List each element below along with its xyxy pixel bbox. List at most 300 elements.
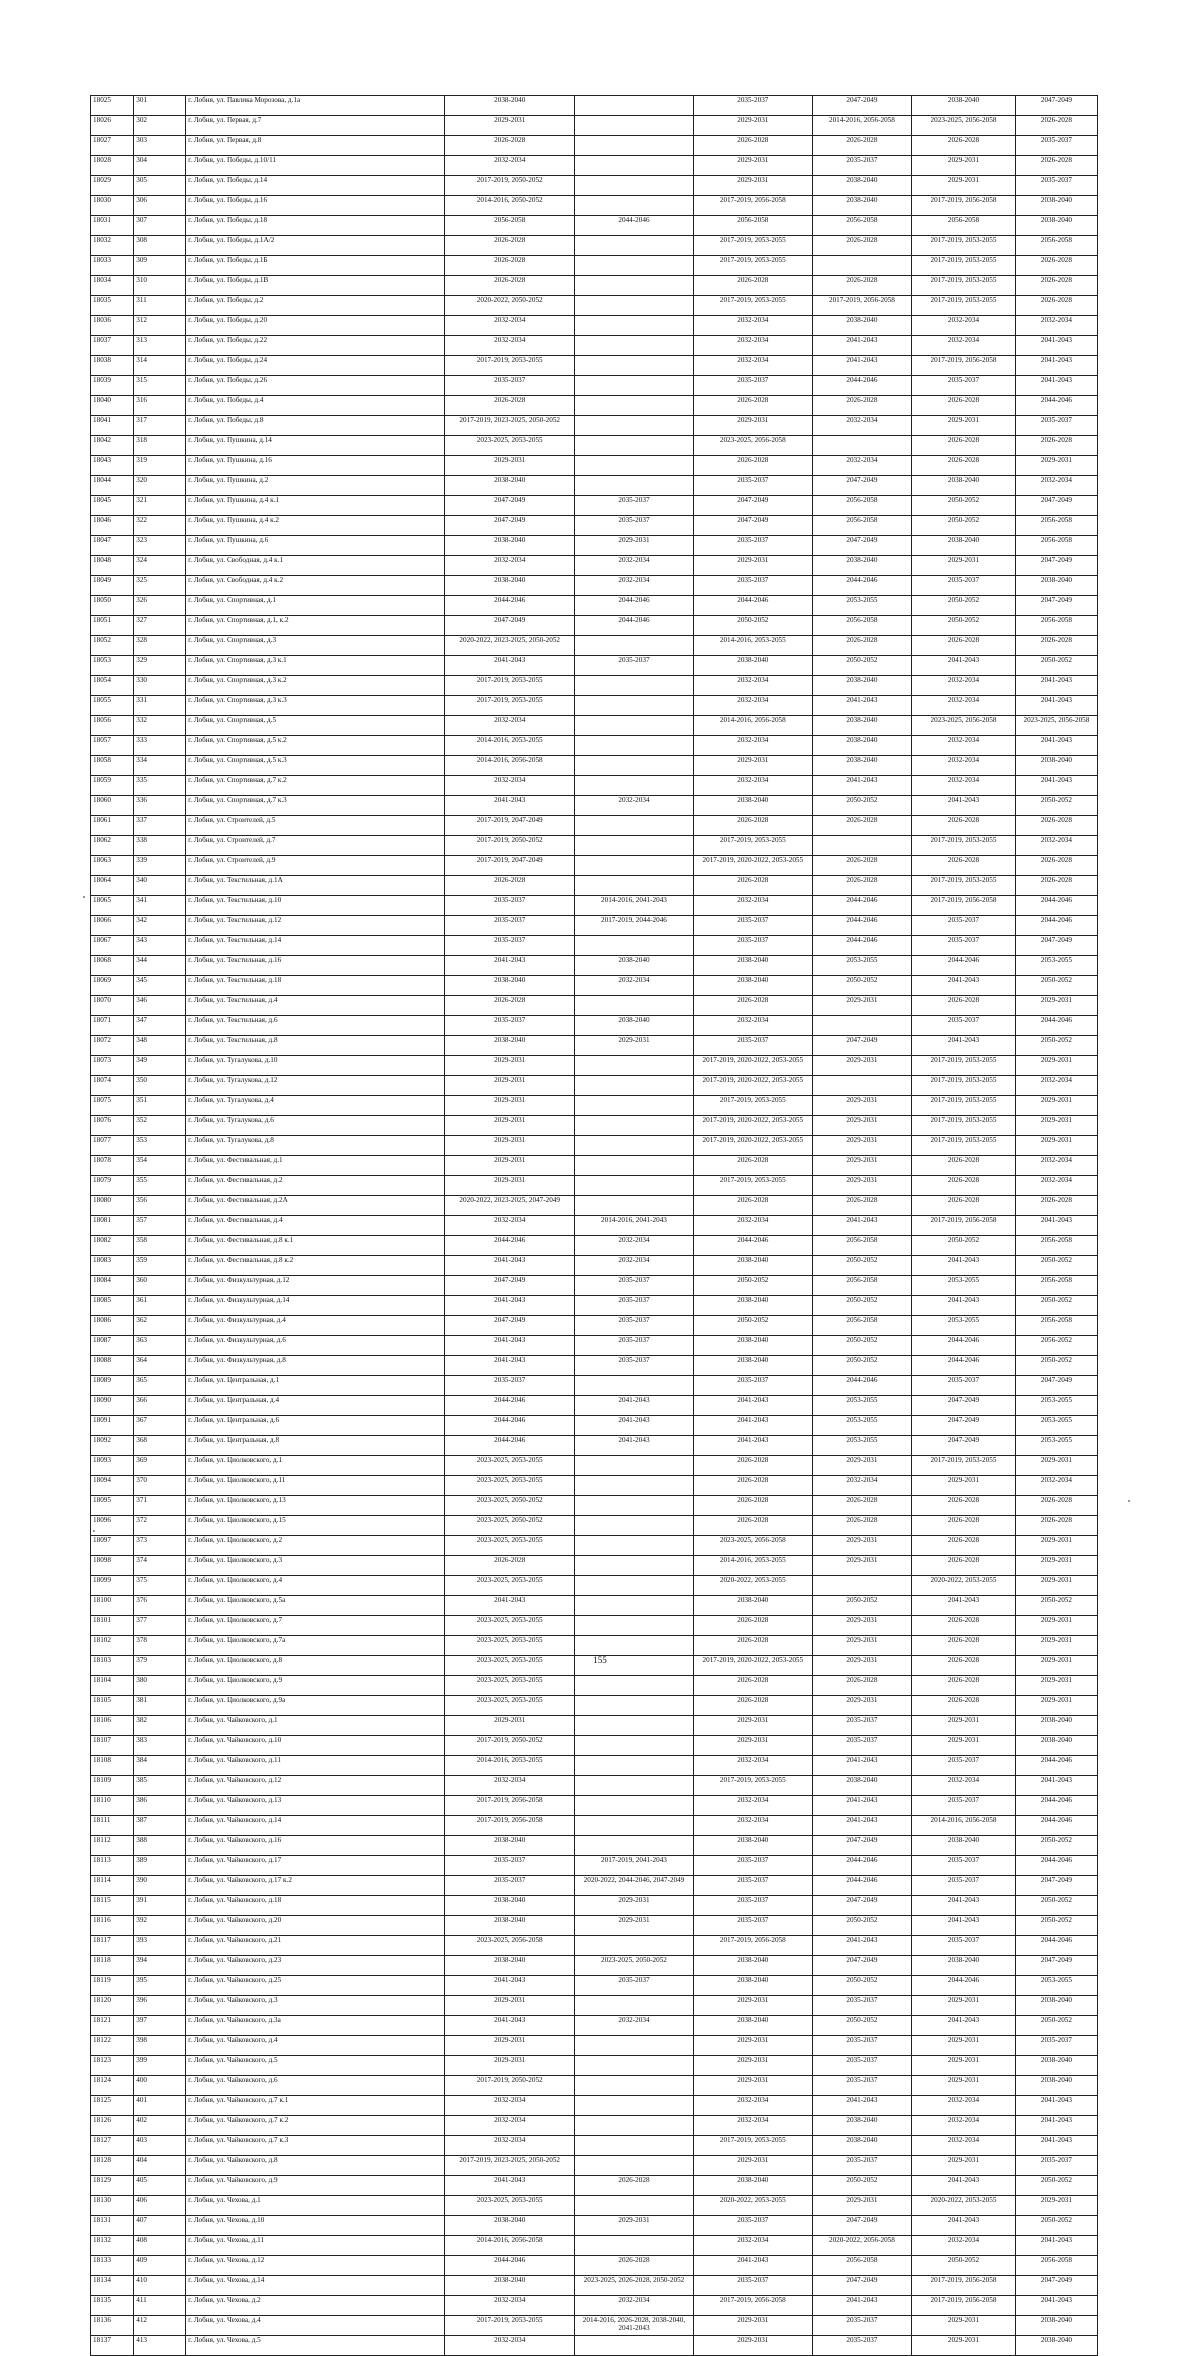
period-cell-a: 2044-2046 bbox=[445, 1416, 575, 1436]
period-cell-e: 2017-2019, 2053-2055 bbox=[912, 1096, 1016, 1116]
period-cell-a: 2041-2043 bbox=[445, 956, 575, 976]
period-cell-d bbox=[812, 256, 911, 276]
period-cell-b bbox=[575, 1536, 694, 1556]
period-cell-f: 2029-2031 bbox=[1015, 1676, 1097, 1696]
period-cell-b bbox=[575, 756, 694, 776]
period-cell-a: 2038-2040 bbox=[445, 976, 575, 996]
period-cell-c: 2038-2040 bbox=[693, 1836, 812, 1856]
period-cell-a: 2026-2028 bbox=[445, 996, 575, 1016]
item-no-cell: 344 bbox=[134, 956, 186, 976]
record-id-cell: 18041 bbox=[91, 416, 134, 436]
period-cell-e: 2026-2028 bbox=[912, 1656, 1016, 1676]
period-cell-c: 2026-2028 bbox=[693, 276, 812, 296]
period-cell-f: 2050-2052 bbox=[1015, 1256, 1097, 1276]
period-cell-e: 2017-2019, 2056-2058 bbox=[912, 196, 1016, 216]
period-cell-b: 2035-2037 bbox=[575, 1356, 694, 1376]
table-row bbox=[91, 1996, 1098, 2016]
period-cell-d: 2044-2046 bbox=[812, 1856, 911, 1876]
period-cell-a: 2029-2031 bbox=[445, 1056, 575, 1076]
period-cell-b bbox=[575, 1576, 694, 1596]
address-cell: г. Лобня, ул. Циолковского, д.4 bbox=[186, 1576, 445, 1596]
item-no-cell: 399 bbox=[134, 2056, 186, 2076]
period-cell-c: 2029-2031 bbox=[693, 2036, 812, 2056]
address-cell: г. Лобня, ул. Чайковского, д.3 bbox=[186, 1996, 445, 2016]
period-cell-e: 2032-2034 bbox=[912, 336, 1016, 356]
item-no-cell: 405 bbox=[134, 2176, 186, 2196]
period-cell-c: 2032-2034 bbox=[693, 2116, 812, 2136]
address-cell: г. Лобня, ул. Циолковского, д.7а bbox=[186, 1636, 445, 1656]
table-row bbox=[91, 216, 1098, 236]
address-cell: г. Лобня, ул. Тугалукова, д.12 bbox=[186, 1076, 445, 1096]
period-cell-c: 2035-2037 bbox=[693, 2276, 812, 2296]
period-cell-d: 2038-2040 bbox=[812, 716, 911, 736]
period-cell-b: 2035-2037 bbox=[575, 656, 694, 676]
address-cell: г. Лобня, ул. Центральная, д.8 bbox=[186, 1436, 445, 1456]
item-no-cell: 364 bbox=[134, 1356, 186, 1376]
table-row bbox=[91, 616, 1098, 636]
period-cell-f: 2026-2028 bbox=[1015, 276, 1097, 296]
period-cell-c: 2032-2034 bbox=[693, 1016, 812, 1036]
item-no-cell: 403 bbox=[134, 2136, 186, 2156]
table-row bbox=[91, 1956, 1098, 1976]
record-id-cell: 18030 bbox=[91, 196, 134, 216]
period-cell-c: 2038-2040 bbox=[693, 1336, 812, 1356]
period-cell-a: 2032-2034 bbox=[445, 2116, 575, 2136]
address-cell: г. Лобня, ул. Тугалукова, д.8 bbox=[186, 1136, 445, 1156]
period-cell-d: 2026-2028 bbox=[812, 876, 911, 896]
period-cell-b bbox=[575, 1936, 694, 1956]
period-cell-b bbox=[575, 836, 694, 856]
table-row bbox=[91, 1156, 1098, 1176]
record-id-cell: 18122 bbox=[91, 2036, 134, 2056]
period-cell-e: 2047-2049 bbox=[912, 1416, 1016, 1436]
record-id-cell: 18040 bbox=[91, 396, 134, 416]
address-cell: г. Лобня, ул. Циолковского, д.9 bbox=[186, 1676, 445, 1696]
address-cell: г. Лобня, ул. Чайковского, д.6 bbox=[186, 2076, 445, 2096]
period-cell-b bbox=[575, 1776, 694, 1796]
record-id-cell: 18054 bbox=[91, 676, 134, 696]
period-cell-f: 2029-2031 bbox=[1015, 1616, 1097, 1636]
period-cell-d: 2056-2058 bbox=[812, 216, 911, 236]
record-id-cell: 18059 bbox=[91, 776, 134, 796]
period-cell-a: 2014-2016, 2056-2058 bbox=[445, 2236, 575, 2256]
record-id-cell: 18034 bbox=[91, 276, 134, 296]
period-cell-a: 2026-2028 bbox=[445, 1556, 575, 1576]
period-cell-e: 2026-2028 bbox=[912, 436, 1016, 456]
period-cell-a: 2035-2037 bbox=[445, 936, 575, 956]
address-cell: г. Лобня, ул. Чайковского, д.25 bbox=[186, 1976, 445, 1996]
period-cell-b bbox=[575, 636, 694, 656]
item-no-cell: 398 bbox=[134, 2036, 186, 2056]
period-cell-c: 2029-2031 bbox=[693, 416, 812, 436]
period-cell-b: 2032-2034 bbox=[575, 1256, 694, 1276]
table-row bbox=[91, 1536, 1098, 1556]
table-row bbox=[91, 476, 1098, 496]
address-cell: г. Лобня, ул. Циолковского, д.1 bbox=[186, 1456, 445, 1476]
period-cell-a: 2029-2031 bbox=[445, 2056, 575, 2076]
period-cell-e: 2035-2037 bbox=[912, 916, 1016, 936]
period-cell-b: 2032-2034 bbox=[575, 556, 694, 576]
page-number: 155 bbox=[593, 1655, 607, 1665]
period-cell-a: 2032-2034 bbox=[445, 776, 575, 796]
period-cell-b bbox=[575, 696, 694, 716]
period-cell-b: 2020-2022, 2044-2046, 2047-2049 bbox=[575, 1876, 694, 1896]
period-cell-a: 2023-2025, 2053-2055 bbox=[445, 1696, 575, 1716]
period-cell-f: 2041-2043 bbox=[1015, 1216, 1097, 1236]
address-cell: г. Лобня, ул. Пушкина, д.2 bbox=[186, 476, 445, 496]
item-no-cell: 313 bbox=[134, 336, 186, 356]
record-id-cell: 18032 bbox=[91, 236, 134, 256]
period-cell-d: 2041-2043 bbox=[812, 1756, 911, 1776]
table-row bbox=[91, 1076, 1098, 1096]
address-cell: г. Лобня, ул. Чехова, д.1 bbox=[186, 2196, 445, 2216]
period-cell-b: 2032-2034 bbox=[575, 1236, 694, 1256]
scan-speck bbox=[93, 1530, 95, 1532]
address-cell: г. Лобня, ул. Чехова, д.14 bbox=[186, 2276, 445, 2296]
period-cell-a: 2017-2019, 2050-2052 bbox=[445, 836, 575, 856]
period-cell-a: 2017-2019, 2053-2055 bbox=[445, 676, 575, 696]
period-cell-f: 2056-2058 bbox=[1015, 1236, 1097, 1256]
period-cell-e: 2026-2028 bbox=[912, 1516, 1016, 1536]
period-cell-b: 2041-2043 bbox=[575, 1416, 694, 1436]
period-cell-f: 2029-2031 bbox=[1015, 1696, 1097, 1716]
item-no-cell: 409 bbox=[134, 2256, 186, 2276]
period-cell-d: 2035-2037 bbox=[812, 2056, 911, 2076]
period-cell-c: 2050-2052 bbox=[693, 616, 812, 636]
period-cell-b bbox=[575, 1096, 694, 1116]
item-no-cell: 348 bbox=[134, 1036, 186, 1056]
table-row bbox=[91, 756, 1098, 776]
address-cell: г. Лобня, ул. Чехова, д.11 bbox=[186, 2236, 445, 2256]
period-cell-c: 2026-2028 bbox=[693, 876, 812, 896]
item-no-cell: 337 bbox=[134, 816, 186, 836]
period-cell-a: 2056-2058 bbox=[445, 216, 575, 236]
period-cell-c: 2032-2034 bbox=[693, 356, 812, 376]
record-id-cell: 18039 bbox=[91, 376, 134, 396]
period-cell-a: 2032-2034 bbox=[445, 336, 575, 356]
item-no-cell: 388 bbox=[134, 1836, 186, 1856]
period-cell-e: 2026-2028 bbox=[912, 456, 1016, 476]
address-cell: г. Лобня, ул. Спортивная, д.7 к.3 bbox=[186, 796, 445, 816]
address-cell: г. Лобня, ул. Физкультурная, д.14 bbox=[186, 1296, 445, 1316]
period-cell-f: 2050-2052 bbox=[1015, 1036, 1097, 1056]
period-cell-b bbox=[575, 1756, 694, 1776]
item-no-cell: 389 bbox=[134, 1856, 186, 1876]
period-cell-c: 2050-2052 bbox=[693, 1276, 812, 1296]
period-cell-e: 2026-2028 bbox=[912, 856, 1016, 876]
period-cell-a: 2020-2022, 2023-2025, 2050-2052 bbox=[445, 636, 575, 656]
record-id-cell: 18118 bbox=[91, 1956, 134, 1976]
address-cell: г. Лобня, ул. Физкультурная, д.8 bbox=[186, 1356, 445, 1376]
period-cell-e: 2026-2028 bbox=[912, 1696, 1016, 1716]
period-cell-a: 2041-2043 bbox=[445, 656, 575, 676]
period-cell-e: 2041-2043 bbox=[912, 976, 1016, 996]
period-cell-d bbox=[812, 436, 911, 456]
period-cell-e: 2038-2040 bbox=[912, 536, 1016, 556]
table-row bbox=[91, 2256, 1098, 2276]
table-row bbox=[91, 376, 1098, 396]
item-no-cell: 406 bbox=[134, 2196, 186, 2216]
period-cell-f: 2053-2055 bbox=[1015, 1396, 1097, 1416]
period-cell-f: 2026-2028 bbox=[1015, 296, 1097, 316]
period-cell-f: 2050-2052 bbox=[1015, 1596, 1097, 1616]
table-row bbox=[91, 1096, 1098, 1116]
period-cell-c: 2029-2031 bbox=[693, 156, 812, 176]
period-cell-d: 2050-2052 bbox=[812, 656, 911, 676]
period-cell-d: 2050-2052 bbox=[812, 1256, 911, 1276]
item-no-cell: 319 bbox=[134, 456, 186, 476]
period-cell-b bbox=[575, 2116, 694, 2136]
item-no-cell: 326 bbox=[134, 596, 186, 616]
table-row bbox=[91, 2016, 1098, 2036]
period-cell-a: 2038-2040 bbox=[445, 576, 575, 596]
item-no-cell: 302 bbox=[134, 116, 186, 136]
period-cell-d: 2035-2037 bbox=[812, 156, 911, 176]
record-id-cell: 18087 bbox=[91, 1336, 134, 1356]
period-cell-d: 2047-2049 bbox=[812, 1956, 911, 1976]
table-row bbox=[91, 1396, 1098, 1416]
item-no-cell: 338 bbox=[134, 836, 186, 856]
period-cell-a: 2017-2019, 2050-2052 bbox=[445, 2076, 575, 2096]
period-cell-d: 2056-2058 bbox=[812, 1276, 911, 1296]
record-id-cell: 18134 bbox=[91, 2276, 134, 2296]
record-id-cell: 18136 bbox=[91, 2316, 134, 2336]
period-cell-d: 2041-2043 bbox=[812, 2296, 911, 2316]
period-cell-f: 2056-2052 bbox=[1015, 1336, 1097, 1356]
period-cell-b bbox=[575, 1156, 694, 1176]
period-cell-b bbox=[575, 1136, 694, 1156]
period-cell-b: 2026-2028 bbox=[575, 2256, 694, 2276]
period-cell-c: 2029-2031 bbox=[693, 2336, 812, 2356]
period-cell-e: 2017-2019, 2056-2058 bbox=[912, 896, 1016, 916]
period-cell-d: 2026-2028 bbox=[812, 636, 911, 656]
record-id-cell: 18111 bbox=[91, 1816, 134, 1836]
record-id-cell: 18060 bbox=[91, 796, 134, 816]
period-cell-e: 2029-2031 bbox=[912, 1996, 1016, 2016]
record-id-cell: 18038 bbox=[91, 356, 134, 376]
item-no-cell: 381 bbox=[134, 1696, 186, 1716]
period-cell-d: 2026-2028 bbox=[812, 396, 911, 416]
record-id-cell: 18110 bbox=[91, 1796, 134, 1816]
address-cell: г. Лобня, ул. Чехова, д.5 bbox=[186, 2336, 445, 2356]
period-cell-c: 2017-2019, 2020-2022, 2053-2055 bbox=[693, 1116, 812, 1136]
period-cell-b bbox=[575, 2196, 694, 2216]
record-id-cell: 18064 bbox=[91, 876, 134, 896]
table-row bbox=[91, 916, 1098, 936]
period-cell-a: 2023-2025, 2053-2055 bbox=[445, 1456, 575, 1476]
period-cell-d: 2041-2043 bbox=[812, 1216, 911, 1236]
period-cell-a: 2020-2022, 2023-2025, 2047-2049 bbox=[445, 1196, 575, 1216]
period-cell-c: 2029-2031 bbox=[693, 1716, 812, 1736]
period-cell-e: 2035-2037 bbox=[912, 1936, 1016, 1956]
period-cell-e: 2026-2028 bbox=[912, 996, 1016, 1016]
period-cell-f: 2041-2043 bbox=[1015, 2296, 1097, 2316]
address-cell: г. Лобня, ул. Свободная, д.4 к.1 bbox=[186, 556, 445, 576]
period-cell-b bbox=[575, 336, 694, 356]
record-id-cell: 18071 bbox=[91, 1016, 134, 1036]
table-row bbox=[91, 436, 1098, 456]
period-cell-d: 2035-2037 bbox=[812, 2336, 911, 2356]
period-cell-c: 2017-2019, 2053-2055 bbox=[693, 1176, 812, 1196]
period-cell-b: 2044-2046 bbox=[575, 596, 694, 616]
period-cell-f: 2041-2043 bbox=[1015, 2096, 1097, 2116]
period-cell-c: 2026-2028 bbox=[693, 1156, 812, 1176]
item-no-cell: 354 bbox=[134, 1156, 186, 1176]
item-no-cell: 327 bbox=[134, 616, 186, 636]
address-cell: г. Лобня, ул. Циолковского, д.13 bbox=[186, 1496, 445, 1516]
table-row bbox=[91, 1716, 1098, 1736]
item-no-cell: 317 bbox=[134, 416, 186, 436]
period-cell-f: 2044-2046 bbox=[1015, 1816, 1097, 1836]
period-cell-a: 2035-2037 bbox=[445, 1856, 575, 1876]
address-cell: г. Лобня, ул. Победы, д.1В bbox=[186, 276, 445, 296]
period-cell-f: 2047-2049 bbox=[1015, 1876, 1097, 1896]
period-cell-e: 2038-2040 bbox=[912, 1956, 1016, 1976]
period-cell-d: 2029-2031 bbox=[812, 1096, 911, 1116]
address-cell: г. Лобня, ул. Спортивная, д.3 к.2 bbox=[186, 676, 445, 696]
period-cell-a: 2023-2025, 2053-2055 bbox=[445, 1676, 575, 1696]
period-cell-b bbox=[575, 156, 694, 176]
period-cell-d: 2029-2031 bbox=[812, 1056, 911, 1076]
period-cell-e: 2047-2049 bbox=[912, 1436, 1016, 1456]
address-cell: г. Лобня, ул. Тугалукова, д.4 bbox=[186, 1096, 445, 1116]
address-cell: г. Лобня, ул. Чайковского, д.17 bbox=[186, 1856, 445, 1876]
period-cell-f: 2050-2052 bbox=[1015, 1916, 1097, 1936]
period-cell-f: 2035-2037 bbox=[1015, 136, 1097, 156]
period-cell-f: 2026-2028 bbox=[1015, 1196, 1097, 1216]
period-cell-d: 2032-2034 bbox=[812, 456, 911, 476]
item-no-cell: 410 bbox=[134, 2276, 186, 2296]
record-id-cell: 18078 bbox=[91, 1156, 134, 1176]
record-id-cell: 18049 bbox=[91, 576, 134, 596]
item-no-cell: 321 bbox=[134, 496, 186, 516]
period-cell-e: 2023-2025, 2056-2058 bbox=[912, 716, 1016, 736]
period-cell-f: 2029-2031 bbox=[1015, 1536, 1097, 1556]
period-cell-f: 2026-2028 bbox=[1015, 1516, 1097, 1536]
period-cell-f: 2047-2049 bbox=[1015, 556, 1097, 576]
period-cell-b bbox=[575, 1196, 694, 1216]
period-cell-c: 2044-2046 bbox=[693, 596, 812, 616]
period-cell-e: 2035-2037 bbox=[912, 576, 1016, 596]
period-cell-f: 2050-2052 bbox=[1015, 1356, 1097, 1376]
record-id-cell: 18120 bbox=[91, 1996, 134, 2016]
period-cell-e: 2032-2034 bbox=[912, 756, 1016, 776]
period-cell-c: 2038-2040 bbox=[693, 1256, 812, 1276]
period-cell-d: 2038-2040 bbox=[812, 176, 911, 196]
period-cell-b: 2032-2034 bbox=[575, 2296, 694, 2316]
item-no-cell: 362 bbox=[134, 1316, 186, 1336]
period-cell-b: 2044-2046 bbox=[575, 616, 694, 636]
period-cell-f: 2029-2031 bbox=[1015, 1556, 1097, 1576]
period-cell-e: 2050-2052 bbox=[912, 2256, 1016, 2276]
period-cell-a: 2038-2040 bbox=[445, 2216, 575, 2236]
period-cell-f: 2041-2043 bbox=[1015, 356, 1097, 376]
record-id-cell: 18073 bbox=[91, 1056, 134, 1076]
period-cell-c: 2044-2046 bbox=[693, 1236, 812, 1256]
period-cell-a: 2014-2016, 2056-2058 bbox=[445, 756, 575, 776]
item-no-cell: 411 bbox=[134, 2296, 186, 2316]
period-cell-f: 2038-2040 bbox=[1015, 2316, 1097, 2336]
period-cell-a: 2047-2049 bbox=[445, 616, 575, 636]
period-cell-c: 2026-2028 bbox=[693, 136, 812, 156]
period-cell-a: 2047-2049 bbox=[445, 496, 575, 516]
table-row bbox=[91, 296, 1098, 316]
period-cell-a: 2014-2016, 2053-2055 bbox=[445, 1756, 575, 1776]
period-cell-d: 2047-2049 bbox=[812, 1836, 911, 1856]
table-row bbox=[91, 1736, 1098, 1756]
period-cell-b: 2023-2025, 2050-2052 bbox=[575, 1956, 694, 1976]
period-cell-a: 2047-2049 bbox=[445, 516, 575, 536]
address-cell: г. Лобня, ул. Чайковского, д.7 к.2 bbox=[186, 2116, 445, 2136]
period-cell-c: 2029-2031 bbox=[693, 2056, 812, 2076]
period-cell-b: 2035-2037 bbox=[575, 516, 694, 536]
record-id-cell: 18084 bbox=[91, 1276, 134, 1296]
period-cell-d: 2047-2049 bbox=[812, 536, 911, 556]
item-no-cell: 318 bbox=[134, 436, 186, 456]
period-cell-b bbox=[575, 1836, 694, 1856]
item-no-cell: 350 bbox=[134, 1076, 186, 1096]
period-cell-c: 2017-2019, 2020-2022, 2053-2055 bbox=[693, 1136, 812, 1156]
period-cell-e: 2032-2034 bbox=[912, 2096, 1016, 2116]
item-no-cell: 360 bbox=[134, 1276, 186, 1296]
period-cell-d: 2047-2049 bbox=[812, 2276, 911, 2296]
item-no-cell: 387 bbox=[134, 1816, 186, 1836]
period-cell-d: 2050-2052 bbox=[812, 1336, 911, 1356]
address-cell: г. Лобня, ул. Чайковского, д.17 к.2 bbox=[186, 1876, 445, 1896]
period-cell-b bbox=[575, 436, 694, 456]
period-cell-f: 2029-2031 bbox=[1015, 1636, 1097, 1656]
period-cell-b bbox=[575, 196, 694, 216]
address-cell: г. Лобня, ул. Чайковского, д.14 bbox=[186, 1816, 445, 1836]
period-cell-d: 2038-2040 bbox=[812, 316, 911, 336]
address-cell: г. Лобня, ул. Тугалукова, д.10 bbox=[186, 1056, 445, 1076]
period-cell-e: 2035-2037 bbox=[912, 376, 1016, 396]
period-cell-c: 2038-2040 bbox=[693, 796, 812, 816]
period-cell-d: 2056-2058 bbox=[812, 516, 911, 536]
address-cell: г. Лобня, ул. Победы, д.1Б bbox=[186, 256, 445, 276]
period-cell-d: 2056-2058 bbox=[812, 616, 911, 636]
period-cell-b bbox=[575, 816, 694, 836]
address-cell: г. Лобня, ул. Текстильная, д.14 bbox=[186, 936, 445, 956]
table-row bbox=[91, 956, 1098, 976]
period-cell-a: 2044-2046 bbox=[445, 1236, 575, 1256]
period-cell-e: 2026-2028 bbox=[912, 136, 1016, 156]
period-cell-f: 2041-2043 bbox=[1015, 1776, 1097, 1796]
period-cell-a: 2026-2028 bbox=[445, 396, 575, 416]
period-cell-a: 2032-2034 bbox=[445, 316, 575, 336]
period-cell-a: 2023-2025, 2053-2055 bbox=[445, 436, 575, 456]
period-cell-c: 2029-2031 bbox=[693, 2316, 812, 2336]
period-cell-d: 2032-2034 bbox=[812, 1476, 911, 1496]
table-row bbox=[91, 1556, 1098, 1576]
period-cell-f: 2050-2052 bbox=[1015, 976, 1097, 996]
period-cell-f: 2041-2043 bbox=[1015, 696, 1097, 716]
period-cell-e: 2026-2028 bbox=[912, 1196, 1016, 1216]
period-cell-d: 2044-2046 bbox=[812, 896, 911, 916]
period-cell-c: 2017-2019, 2053-2055 bbox=[693, 2136, 812, 2156]
address-cell: г. Лобня, ул. Чайковского, д.1 bbox=[186, 1716, 445, 1736]
table-row bbox=[91, 576, 1098, 596]
address-cell: г. Лобня, ул. Чехова, д.2 bbox=[186, 2296, 445, 2316]
address-cell: г. Лобня, ул. Павлика Морозова, д.1а bbox=[186, 96, 445, 116]
period-cell-d: 2026-2028 bbox=[812, 816, 911, 836]
period-cell-a: 2032-2034 bbox=[445, 2296, 575, 2316]
table-row bbox=[91, 2236, 1098, 2256]
period-cell-f: 2041-2043 bbox=[1015, 736, 1097, 756]
record-id-cell: 18100 bbox=[91, 1596, 134, 1616]
period-cell-f: 2038-2040 bbox=[1015, 2336, 1097, 2356]
period-cell-f: 2041-2043 bbox=[1015, 2116, 1097, 2136]
